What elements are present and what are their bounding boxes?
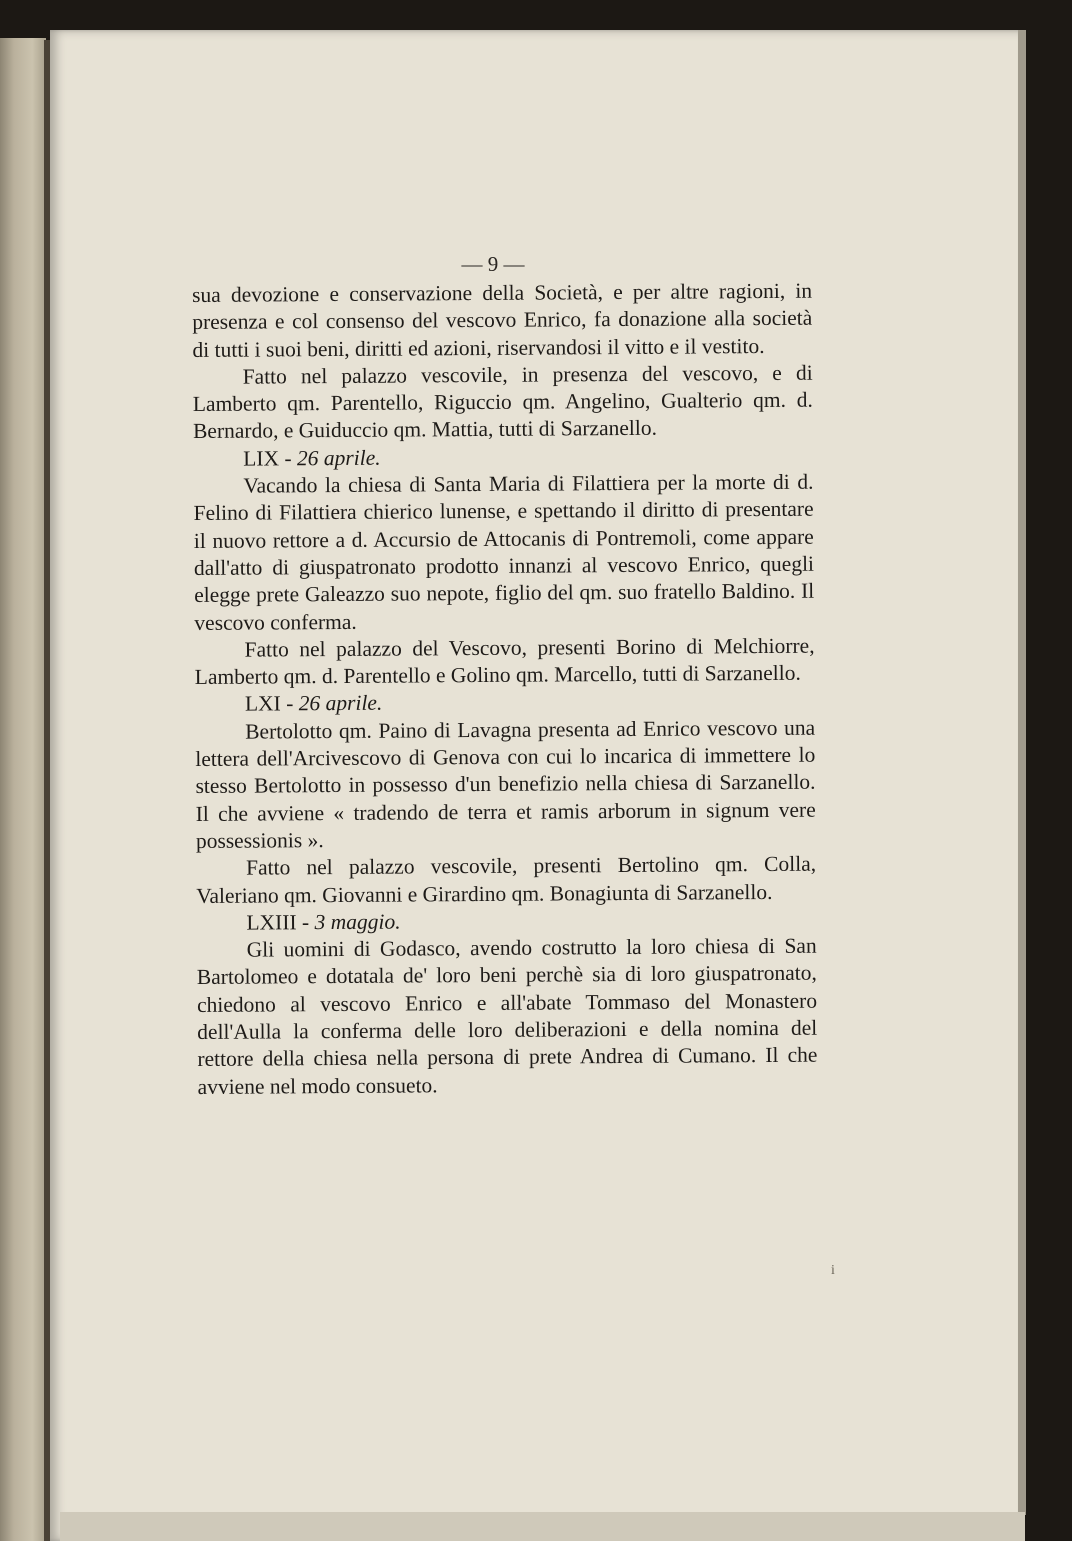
paragraph: Bertolotto qm. Paino di Lavagna presenta ad Enrico vescovo una lettera dell'Arcivescovo di Genova con cui lo incarica di immettere lo stesso Bertolotto in possesso d'un benefizio nella chiesa di Sarzanello. Il che avviene « tradendo de terra et ramis arborum in signum vere possessionis ». bbox=[195, 715, 816, 853]
heading-date: 26 aprile. bbox=[298, 691, 383, 716]
heading-numeral: LIX bbox=[243, 446, 280, 471]
page-stack-edge bbox=[1018, 30, 1026, 1515]
page-bottom-edge bbox=[60, 1512, 1025, 1541]
margin-mark: i bbox=[831, 1263, 835, 1278]
heading-date: 3 maggio. bbox=[314, 909, 401, 934]
left-page-edge bbox=[0, 38, 46, 1541]
document-heading: LIX - 26 aprile. bbox=[243, 445, 381, 471]
heading-date: 26 aprile. bbox=[296, 445, 381, 471]
paragraph: Fatto nel palazzo vescovile, in presenza del vescovo, e di Lamberto qm. Parentello, Riguccio qm. Angelino, Gualterio qm. d. Bernardo, e Guiduccio qm. Mattia, tutti di Sarzanello. bbox=[192, 360, 813, 444]
paragraph: Fatto nel palazzo del Vescovo, presenti Borino di Melchiorre, Lamberto qm. d. Parentello e Golino qm. Marcello, tutti di Sarzanello. bbox=[194, 633, 815, 690]
body-text bbox=[192, 278, 818, 1101]
paragraph: Fatto nel palazzo vescovile, presenti Bertolino qm. Colla, Valeriano qm. Giovanni e Girardino qm. Bonagiunta di Sarzanello. bbox=[196, 851, 817, 908]
heading-numeral: LXI bbox=[244, 691, 281, 717]
paragraph: Vacando la chiesa di Santa Maria di Filattiera per la morte di d. Felino di Filattiera chierico lunense, e spettando il diritto di presentare il nuovo rettore a d. Accursio de Attocanis di Pontremoli, come appare dall'atto di giuspatronato prodotto innanzi al vescovo Enrico, quegli elegge prete Galeazzo suo nepote, figlio del qm. suo fratello Baldino. Il vescovo conferma. bbox=[193, 469, 815, 635]
document-heading: LXI - 26 aprile. bbox=[244, 691, 383, 717]
document-heading: LXIII - 3 maggio. bbox=[246, 909, 401, 935]
page-number: — 9 — bbox=[461, 252, 525, 276]
paragraph: sua devozione e conservazione della Società, e per altre ragioni, in presenza e col consenso del vescovo Enrico, fa donazione alla società di tutti i suoi beni, diritti ed azioni, riservandosi il vitto e il vestito. bbox=[192, 278, 813, 362]
heading-numeral: LXIII bbox=[246, 910, 297, 935]
paragraph: Gli uomini di Godasco, avendo costrutto la loro chiesa di San Bartolomeo e dotatala de' loro beni perchè sia di loro giuspatronato, chiedono al vescovo Enrico e all'abate Tommaso del Monastero dell'Aulla la conferma delle loro deliberazioni e della nomina del rettore della chiesa nella persona di prete Andrea di Cumano. Il che avviene nel modo consueto. bbox=[196, 933, 818, 1099]
